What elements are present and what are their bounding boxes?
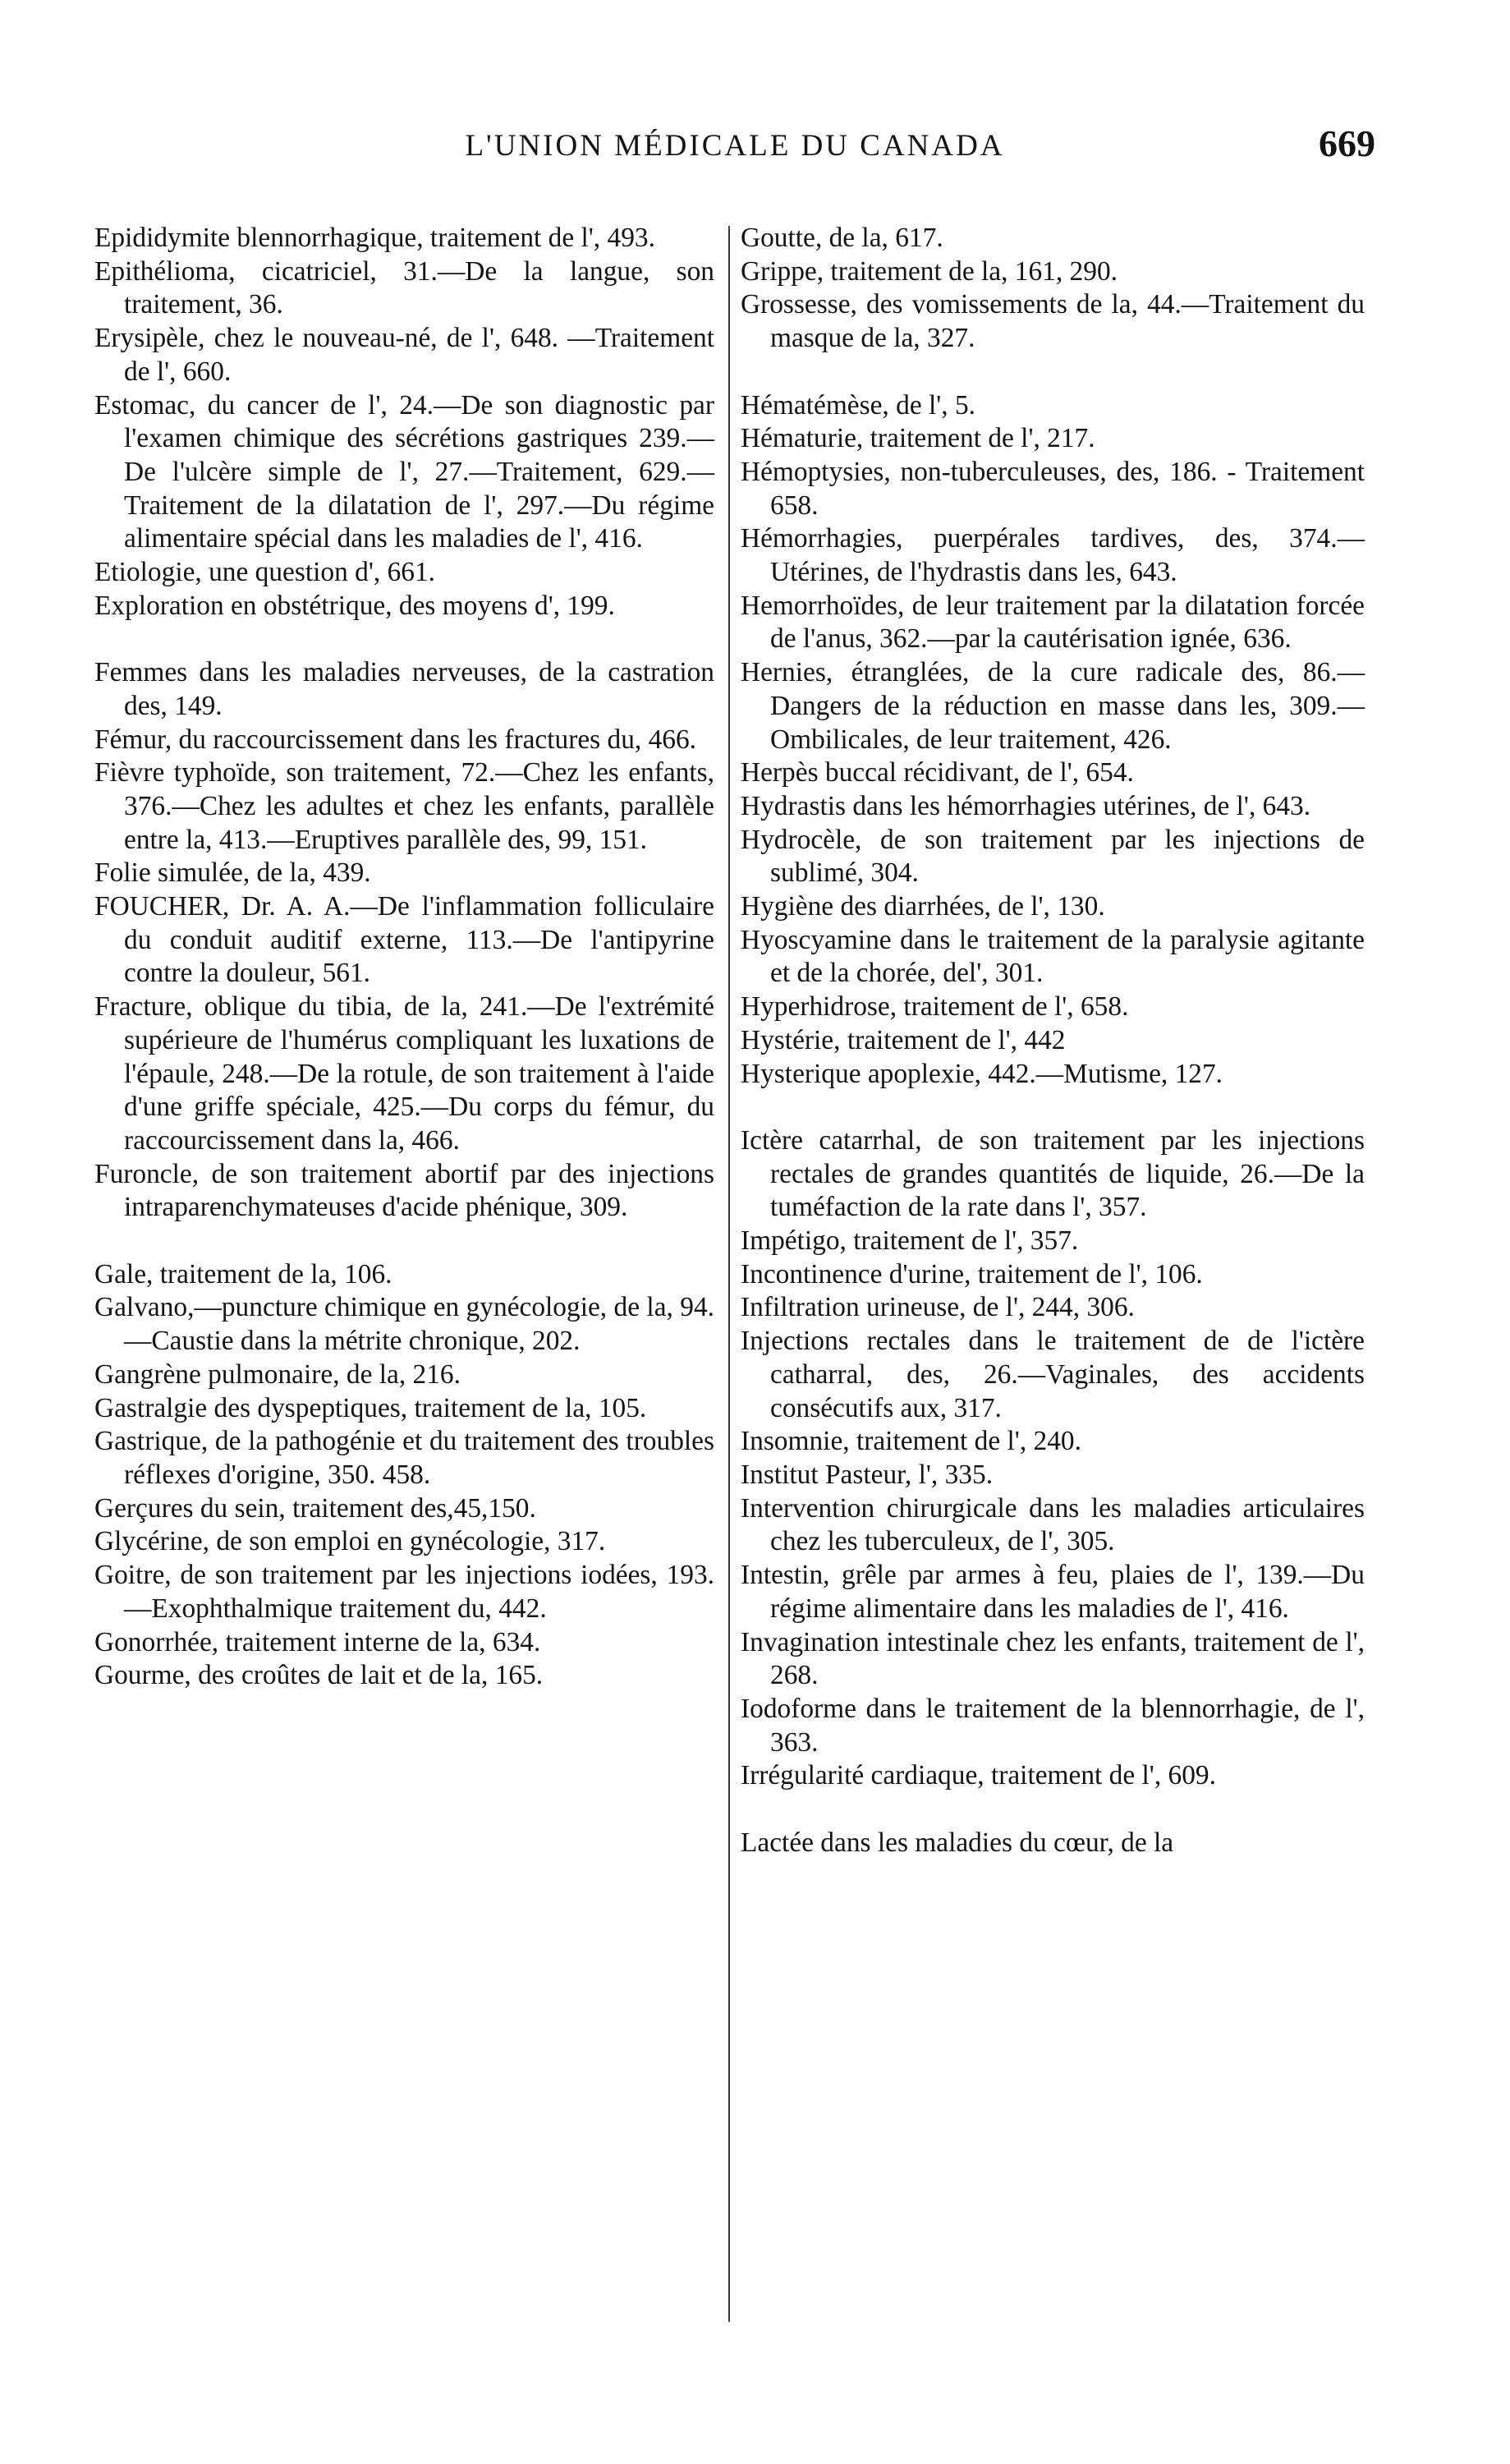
index-entry: FOUCHER, Dr. A. A.—De l'inflammation folliculaire du conduit auditif externe, 113.—De l'antipyrine contre la douleur, 561. — [94, 891, 714, 989]
index-entry: Hématurie, traitement de l', 217. — [741, 423, 1095, 454]
index-entry: Institut Pasteur, l', 335. — [741, 1459, 994, 1490]
index-entry: Incontinence d'urine, traitement de l', 106. — [741, 1258, 1203, 1289]
index-entry: Epithélioma, cicatriciel, 31.—De la langue, son traitement, 36. — [94, 255, 714, 320]
index-entry: Herpès buccal récidivant, de l', 654. — [741, 757, 1134, 788]
index-entry: Gourme, des croûtes de lait et de la, 165. — [94, 1660, 544, 1691]
left-column — [94, 222, 714, 1693]
index-entry: Hyperhidrose, traitement de l', 658. — [741, 991, 1129, 1023]
index-entry: Erysipèle, chez le nouveau-né, de l', 648. —Traitement de l', 660. — [94, 323, 714, 387]
section-gap — [94, 1225, 714, 1258]
index-entry: Epididymite blennorrhagique, traitement de l', 493. — [94, 223, 655, 253]
page-header — [94, 122, 1375, 171]
index-entry: Goitre, de son traitement par les injections iodées, 193.—Exophthalmique traitement du, 442. — [94, 1560, 714, 1624]
index-entry: Femmes dans les maladies nerveuses, de la castration des, 149. — [94, 657, 714, 721]
index-entry: Fracture, oblique du tibia, de la, 241.—De l'extrémité supérieure de l'humérus compliquant les luxations de l'épaule, 248.—De la rotule, de son traitement à l'aide d'une griffe spéciale, 425.—Du corps du fémur, du raccourcissement dans la, 466. — [94, 991, 714, 1156]
index-entry: Hémoptysies, non-tuberculeuses, des, 186. - Traitement 658. — [741, 456, 1365, 521]
index-entry: Hématémèse, de l', 5. — [741, 389, 976, 421]
index-entry: Gangrène pulmonaire, de la, 216. — [94, 1358, 461, 1390]
index-entry: Hernies, étranglées, de la cure radicale des, 86.—Dangers de la réduction en masse dans les, 309.—Ombilicales, de leur traitement, 426. — [741, 657, 1365, 755]
index-entry: Galvano,—puncture chimique en gynécologie, de la, 94.—Caustie dans la métrite chronique, 202. — [94, 1292, 714, 1357]
index-entry: Iodoforme dans le traitement de la blennorrhagie, de l', 363. — [741, 1693, 1365, 1758]
index-entry: Impétigo, traitement de l', 357. — [741, 1225, 1079, 1257]
index-entry: Fièvre typhoïde, son traitement, 72.—Chez les enfants, 376.—Chez les adultes et chez les enfants, parallèle entre la, 413.—Eruptives parallèle des, 99, 151. — [94, 757, 714, 855]
index-entry: Estomac, du cancer de l', 24.—De son diagnostic par l'examen chimique des sécrétions gastriques 239.—De l'ulcère simple de l', 27.—Traitement, 629.—Traitement de la dilatation de l', 297.—Du régime alimentaire spécial dans les maladies de l', 416. — [94, 389, 714, 554]
index-entry: Gastrique, de la pathogénie et du traitement des troubles réflexes d'origine, 350. 458. — [94, 1426, 714, 1490]
index-entry: Irrégularité cardiaque, traitement de l', 609. — [741, 1760, 1216, 1791]
index-entry: Gale, traitement de la, 106. — [94, 1258, 392, 1289]
index-entry: Furoncle, de son traitement abortif par des injections intraparenchymateuses d'acide phénique, 309. — [94, 1158, 714, 1223]
index-entry: Intestin, grêle par armes à feu, plaies de l', 139.—Du régime alimentaire dans les maladies de l', 416. — [741, 1560, 1365, 1624]
index-entry: Gastralgie des dyspeptiques, traitement de la, 105. — [94, 1392, 647, 1423]
section-gap — [94, 623, 714, 656]
index-entry: Ictère catarrhal, de son traitement par les injections rectales de grandes quantités de liquide, 26.—De la tuméfaction de la rate dans l', 357. — [741, 1124, 1365, 1223]
column-divider — [728, 226, 730, 2322]
index-entry: Fémur, du raccourcissement dans les fractures du, 466. — [94, 724, 697, 755]
index-entry: Hyoscyamine dans le traitement de la paralysie agitante et de la chorée, del', 301. — [741, 924, 1365, 989]
index-entry: Intervention chirurgicale dans les maladies articulaires chez les tuberculeux, de l', 305. — [741, 1492, 1365, 1557]
index-entry: Etiologie, une question d', 661. — [94, 557, 436, 588]
index-entry: Hysterique apoplexie, 442.—Mutisme, 127. — [741, 1058, 1223, 1089]
index-entry: Invagination intestinale chez les enfants, traitement de l', 268. — [741, 1626, 1365, 1691]
index-entry: Gonorrhée, traitement interne de la, 634. — [94, 1626, 541, 1657]
index-entry: Lactée dans les maladies du cœur, de la — [741, 1827, 1174, 1858]
index-entry: Glycérine, de son emploi en gynécologie, 317. — [94, 1526, 606, 1557]
index-entry: Folie simulée, de la, 439. — [94, 857, 371, 889]
index-entry: Hygiène des diarrhées, de l', 130. — [741, 891, 1105, 922]
index-entry: Hydrastis dans les hémorrhagies utérines, de l', 643. — [741, 790, 1311, 821]
page-number: 669 — [1319, 122, 1375, 164]
index-entry: Hystérie, traitement de l', 442 — [741, 1024, 1066, 1055]
right-column — [741, 222, 1365, 1859]
index-entry: Injections rectales dans le traitement de de l'ictère catharral, des, 26.—Vaginales, des accidents consécutifs aux, 317. — [741, 1326, 1365, 1423]
index-entry: Grippe, traitement de la, 161, 290. — [741, 255, 1118, 287]
index-entry: Grossesse, des vomissements de la, 44.—Traitement du masque de la, 327. — [741, 289, 1365, 354]
index-entry: Insomnie, traitement de l', 240. — [741, 1426, 1081, 1457]
section-gap — [741, 356, 1365, 389]
running-title: L'UNION MÉDICALE DU CANADA — [465, 129, 1005, 163]
index-entry: Hydrocèle, de son traitement par les injections de sublimé, 304. — [741, 824, 1365, 889]
section-gap — [741, 1091, 1365, 1124]
index-entry: Hémorrhagies, puerpérales tardives, des, 374.—Utérines, de l'hydrastis dans les, 643. — [741, 523, 1365, 588]
section-gap — [741, 1793, 1365, 1827]
index-entry: Hemorrhoïdes, de leur traitement par la dilatation forcée de l'anus, 362.—par la cautérisation ignée, 636. — [741, 590, 1365, 655]
index-entry: Goutte, de la, 617. — [741, 223, 943, 253]
index-entry: Gerçures du sein, traitement des,45,150. — [94, 1492, 536, 1524]
index-entry: Exploration en obstétrique, des moyens d', 199. — [94, 590, 615, 621]
index-entry: Infiltration urineuse, de l', 244, 306. — [741, 1292, 1135, 1323]
